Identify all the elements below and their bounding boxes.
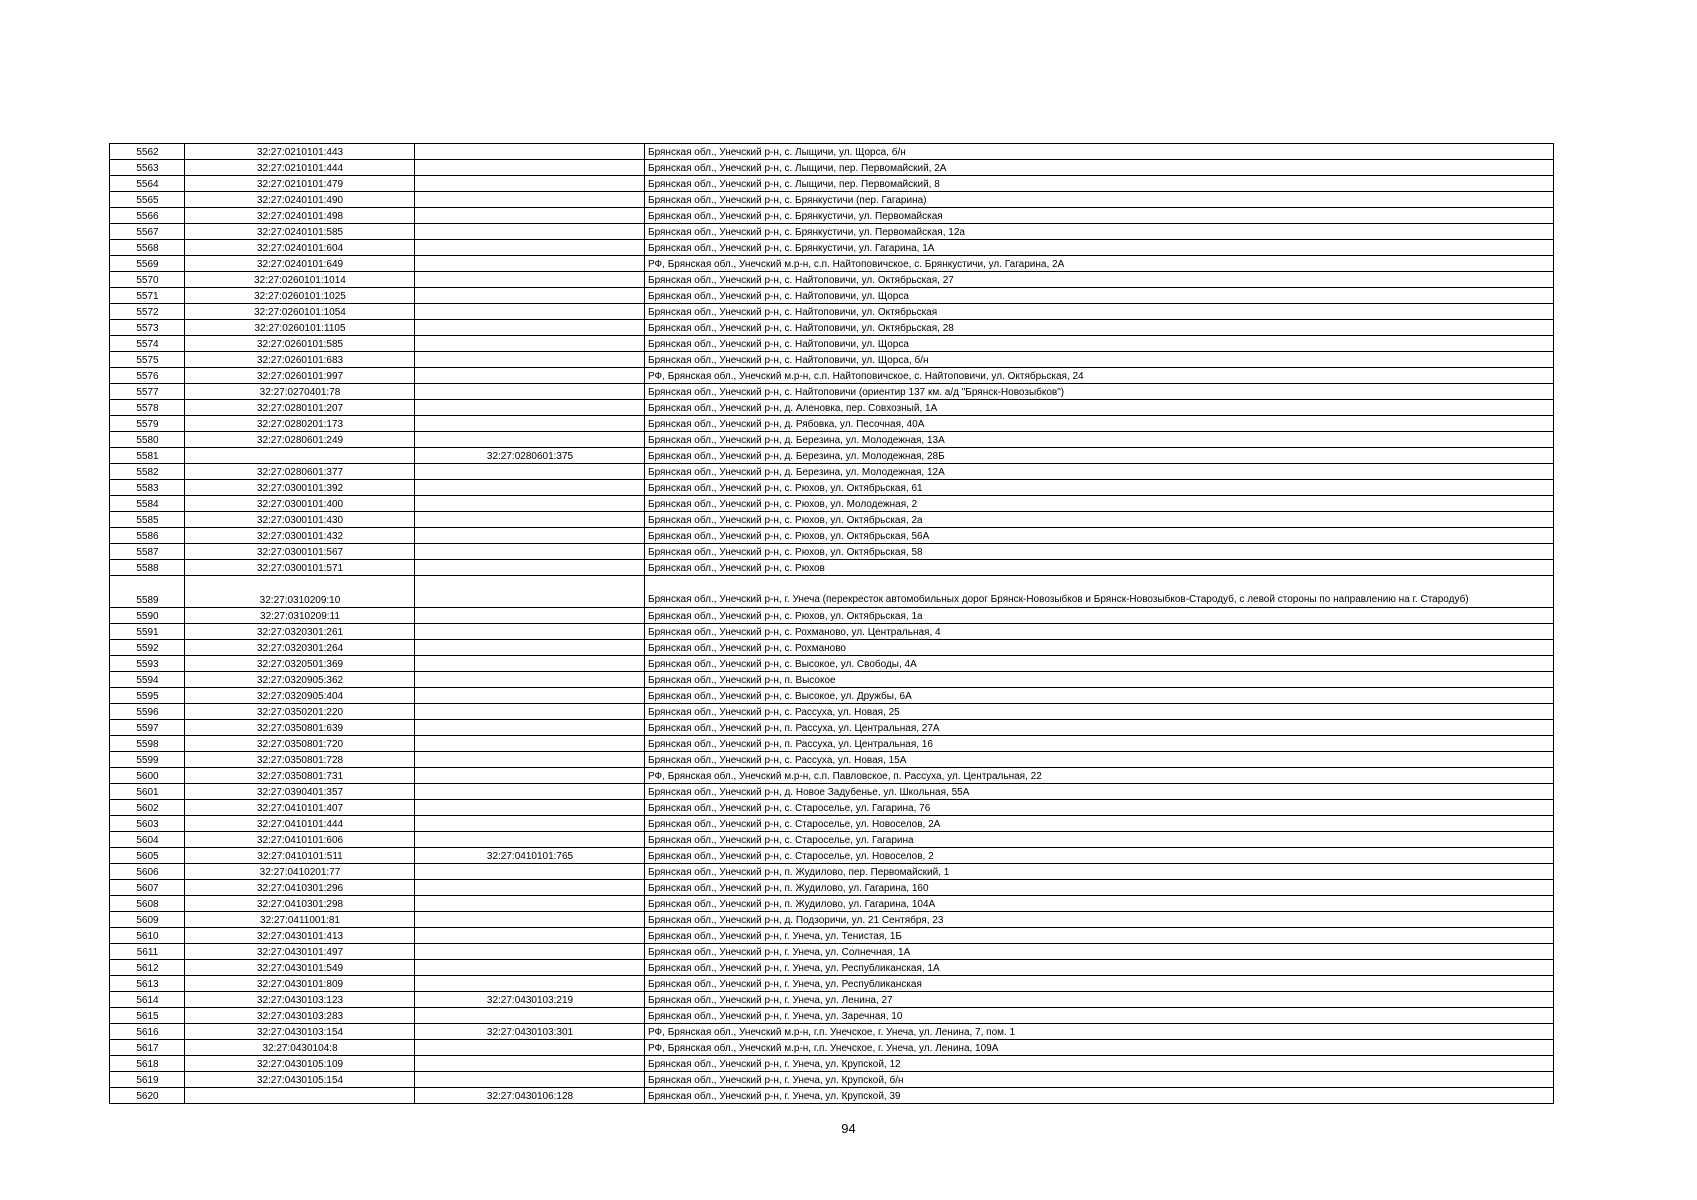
address-cell: РФ, Брянская обл., Унечский м.р-н, г.п. Унечское, г. Унеча, ул. Ленина, 109А [645, 1040, 1554, 1056]
record-number-cell: 5580 [110, 432, 185, 448]
secondary-cadastral-number-cell [415, 800, 645, 816]
secondary-cadastral-number-cell [415, 272, 645, 288]
table-row [110, 848, 1554, 864]
address-cell: Брянская обл., Унечский р-н, с. Найтоповичи (ориентир 137 км. а/д "Брянск-Новозыбков") [645, 384, 1554, 400]
cadastral-number-cell: 32:27:0240101:649 [185, 256, 415, 272]
cadastral-number-cell: 32:27:0320905:362 [185, 672, 415, 688]
address-cell: Брянская обл., Унечский р-н, с. Лыщичи, пер. Первомайский, 2А [645, 160, 1554, 176]
table-row [110, 608, 1554, 624]
address-cell: Брянская обл., Унечский р-н, г. Унеча, ул. Ленина, 27 [645, 992, 1554, 1008]
record-number-cell: 5612 [110, 960, 185, 976]
cadastral-number-cell: 32:27:0350801:639 [185, 720, 415, 736]
address-cell: Брянская обл., Унечский р-н, г. Унеча, ул. Заречная, 10 [645, 1008, 1554, 1024]
secondary-cadastral-number-cell [415, 1040, 645, 1056]
address-cell: Брянская обл., Унечский р-н, с. Рюхов, ул. Октябрьская, 1а [645, 608, 1554, 624]
record-number-cell: 5592 [110, 640, 185, 656]
secondary-cadastral-number-cell: 32:27:0410101:765 [415, 848, 645, 864]
record-number-cell: 5583 [110, 480, 185, 496]
cadastral-number-cell: 32:27:0260101:585 [185, 336, 415, 352]
record-number-cell: 5569 [110, 256, 185, 272]
cadastral-number-cell: 32:27:0280601:249 [185, 432, 415, 448]
record-number-cell: 5619 [110, 1072, 185, 1088]
cadastral-number-cell: 32:27:0210101:479 [185, 176, 415, 192]
address-cell: Брянская обл., Унечский р-н, с. Староселье, ул. Гагарина [645, 832, 1554, 848]
record-number-cell: 5572 [110, 304, 185, 320]
table-row [110, 544, 1554, 560]
address-cell: Брянская обл., Унечский р-н, г. Унеча, ул. Солнечная, 1А [645, 944, 1554, 960]
record-number-cell: 5589 [110, 576, 185, 608]
address-cell: Брянская обл., Унечский р-н, с. Староселье, ул. Новоселов, 2 [645, 848, 1554, 864]
address-cell: Брянская обл., Унечский р-н, с. Высокое, ул. Свободы, 4А [645, 656, 1554, 672]
record-number-cell: 5608 [110, 896, 185, 912]
record-number-cell: 5581 [110, 448, 185, 464]
cadastral-number-cell: 32:27:0320905:404 [185, 688, 415, 704]
address-cell: Брянская обл., Унечский р-н, с. Найтоповичи, ул. Щорса [645, 336, 1554, 352]
table-row [110, 720, 1554, 736]
table-row [110, 528, 1554, 544]
address-cell: Брянская обл., Унечский р-н, д. Березина, ул. Молодежная, 13А [645, 432, 1554, 448]
record-number-cell: 5571 [110, 288, 185, 304]
secondary-cadastral-number-cell [415, 1072, 645, 1088]
cadastral-number-cell: 32:27:0260101:1014 [185, 272, 415, 288]
address-cell: Брянская обл., Унечский р-н, д. Новое Задубенье, ул. Школьная, 55А [645, 784, 1554, 800]
record-number-cell: 5616 [110, 1024, 185, 1040]
record-number-cell: 5611 [110, 944, 185, 960]
table-row [110, 704, 1554, 720]
cadastral-number-cell: 32:27:0210101:444 [185, 160, 415, 176]
cadastral-number-cell: 32:27:0410201:77 [185, 864, 415, 880]
cadastral-number-cell: 32:27:0410101:407 [185, 800, 415, 816]
secondary-cadastral-number-cell [415, 496, 645, 512]
address-cell: Брянская обл., Унечский р-н, п. Жудилово, ул. Гагарина, 160 [645, 880, 1554, 896]
secondary-cadastral-number-cell [415, 768, 645, 784]
cadastral-number-cell: 32:27:0320301:264 [185, 640, 415, 656]
table-row [110, 192, 1554, 208]
secondary-cadastral-number-cell [415, 672, 645, 688]
record-number-cell: 5610 [110, 928, 185, 944]
cadastral-number-cell: 32:27:0300101:400 [185, 496, 415, 512]
record-number-cell: 5598 [110, 736, 185, 752]
record-number-cell: 5582 [110, 464, 185, 480]
cadastral-number-cell: 32:27:0430105:109 [185, 1056, 415, 1072]
address-cell: Брянская обл., Унечский р-н, с. Лыщичи, ул. Щорса, б/н [645, 144, 1554, 160]
secondary-cadastral-number-cell [415, 368, 645, 384]
table-row [110, 736, 1554, 752]
address-cell: Брянская обл., Унечский р-н, д. Аленовка, пер. Совхозный, 1А [645, 400, 1554, 416]
address-cell: Брянская обл., Унечский р-н, с. Рассуха, ул. Новая, 15А [645, 752, 1554, 768]
secondary-cadastral-number-cell [415, 224, 645, 240]
secondary-cadastral-number-cell [415, 352, 645, 368]
table-row [110, 768, 1554, 784]
address-cell: Брянская обл., Унечский р-н, п. Жудилово, ул. Гагарина, 104А [645, 896, 1554, 912]
table-row [110, 928, 1554, 944]
table-row [110, 400, 1554, 416]
record-number-cell: 5599 [110, 752, 185, 768]
cadastral-number-cell: 32:27:0310209:11 [185, 608, 415, 624]
cadastral-number-cell: 32:27:0410301:298 [185, 896, 415, 912]
cadastral-number-cell: 32:27:0310209:10 [185, 576, 415, 608]
secondary-cadastral-number-cell [415, 560, 645, 576]
record-number-cell: 5564 [110, 176, 185, 192]
secondary-cadastral-number-cell [415, 208, 645, 224]
table-row [110, 480, 1554, 496]
secondary-cadastral-number-cell [415, 704, 645, 720]
record-number-cell: 5586 [110, 528, 185, 544]
page-number: 94 [841, 1121, 856, 1136]
record-number-cell: 5620 [110, 1088, 185, 1104]
address-cell: Брянская обл., Унечский р-н, с. Рассуха, ул. Новая, 25 [645, 704, 1554, 720]
table-row [110, 288, 1554, 304]
secondary-cadastral-number-cell [415, 656, 645, 672]
table-row [110, 368, 1554, 384]
secondary-cadastral-number-cell [415, 576, 645, 608]
table-row [110, 800, 1554, 816]
table-row [110, 304, 1554, 320]
table-row [110, 640, 1554, 656]
address-cell: РФ, Брянская обл., Унечский м.р-н, с.п. Найтоповичское, с. Брянкустичи, ул. Гагарина, 2А [645, 256, 1554, 272]
secondary-cadastral-number-cell [415, 480, 645, 496]
address-cell: Брянская обл., Унечский р-н, с. Рюхов, ул. Октябрьская, 56А [645, 528, 1554, 544]
cadastral-number-cell: 32:27:0430103:283 [185, 1008, 415, 1024]
record-number-cell: 5593 [110, 656, 185, 672]
address-cell: Брянская обл., Унечский р-н, д. Рябовка, ул. Песочная, 40А [645, 416, 1554, 432]
record-number-cell: 5614 [110, 992, 185, 1008]
cadastral-number-cell: 32:27:0350801:731 [185, 768, 415, 784]
address-cell: Брянская обл., Унечский р-н, г. Унеча, ул. Крупской, 12 [645, 1056, 1554, 1072]
table-row [110, 976, 1554, 992]
address-cell: Брянская обл., Унечский р-н, д. Березина, ул. Молодежная, 28Б [645, 448, 1554, 464]
cadastral-number-cell: 32:27:0300101:430 [185, 512, 415, 528]
secondary-cadastral-number-cell [415, 608, 645, 624]
address-cell: Брянская обл., Унечский р-н, с. Рюхов, ул. Молодежная, 2 [645, 496, 1554, 512]
table-row [110, 512, 1554, 528]
secondary-cadastral-number-cell [415, 400, 645, 416]
record-number-cell: 5584 [110, 496, 185, 512]
record-number-cell: 5596 [110, 704, 185, 720]
address-cell: Брянская обл., Унечский р-н, с. Найтоповичи, ул. Октябрьская, 28 [645, 320, 1554, 336]
record-number-cell: 5594 [110, 672, 185, 688]
cadastral-number-cell: 32:27:0240101:604 [185, 240, 415, 256]
record-number-cell: 5604 [110, 832, 185, 848]
record-number-cell: 5588 [110, 560, 185, 576]
cadastral-number-cell: 32:27:0240101:585 [185, 224, 415, 240]
secondary-cadastral-number-cell [415, 512, 645, 528]
table-row [110, 352, 1554, 368]
table-row [110, 144, 1554, 160]
cadastral-number-cell: 32:27:0300101:392 [185, 480, 415, 496]
secondary-cadastral-number-cell [415, 960, 645, 976]
cadastral-number-cell: 32:27:0280201:173 [185, 416, 415, 432]
secondary-cadastral-number-cell [415, 864, 645, 880]
secondary-cadastral-number-cell [415, 240, 645, 256]
secondary-cadastral-number-cell [415, 160, 645, 176]
table-row [110, 160, 1554, 176]
table-row [110, 912, 1554, 928]
record-number-cell: 5600 [110, 768, 185, 784]
address-cell: Брянская обл., Унечский р-н, п. Рассуха, ул. Центральная, 27А [645, 720, 1554, 736]
cadastral-number-cell: 32:27:0430104:8 [185, 1040, 415, 1056]
cadastral-number-cell: 32:27:0210101:443 [185, 144, 415, 160]
address-cell: РФ, Брянская обл., Унечский м.р-н, г.п. Унечское, г. Унеча, ул. Ленина, 7, пом. 1 [645, 1024, 1554, 1040]
address-cell: Брянская обл., Унечский р-н, с. Рюхов, ул. Октябрьская, 58 [645, 544, 1554, 560]
cadastral-number-cell: 32:27:0300101:571 [185, 560, 415, 576]
record-number-cell: 5615 [110, 1008, 185, 1024]
record-number-cell: 5597 [110, 720, 185, 736]
record-number-cell: 5570 [110, 272, 185, 288]
secondary-cadastral-number-cell [415, 896, 645, 912]
cadastral-number-cell: 32:27:0430103:123 [185, 992, 415, 1008]
address-cell: Брянская обл., Унечский р-н, с. Брянкустичи (пер. Гагарина) [645, 192, 1554, 208]
address-cell: Брянская обл., Унечский р-н, с. Брянкустичи, ул. Первомайская [645, 208, 1554, 224]
address-cell: Брянская обл., Унечский р-н, с. Брянкустичи, ул. Первомайская, 12а [645, 224, 1554, 240]
secondary-cadastral-number-cell [415, 880, 645, 896]
address-cell: Брянская обл., Унечский р-н, г. Унеча, ул. Республиканская, 1А [645, 960, 1554, 976]
secondary-cadastral-number-cell [415, 976, 645, 992]
table-row [110, 1008, 1554, 1024]
record-number-cell: 5567 [110, 224, 185, 240]
secondary-cadastral-number-cell [415, 528, 645, 544]
secondary-cadastral-number-cell [415, 320, 645, 336]
table-row [110, 1056, 1554, 1072]
cadastral-number-cell: 32:27:0350201:220 [185, 704, 415, 720]
table-row [110, 416, 1554, 432]
cadastral-number-cell: 32:27:0260101:1054 [185, 304, 415, 320]
record-number-cell: 5603 [110, 816, 185, 832]
table-row [110, 784, 1554, 800]
record-number-cell: 5590 [110, 608, 185, 624]
secondary-cadastral-number-cell [415, 464, 645, 480]
address-cell: Брянская обл., Унечский р-н, с. Найтоповичи, ул. Октябрьская [645, 304, 1554, 320]
address-cell: Брянская обл., Унечский р-н, д. Березина, ул. Молодежная, 12А [645, 464, 1554, 480]
address-cell: Брянская обл., Унечский р-н, г. Унеча (перекресток автомобильных дорог Брянск-Новозыбков и Брянск-Новозыбков-Стародуб, с левой стороны по направлению на г. Стародуб) [645, 576, 1554, 608]
secondary-cadastral-number-cell [415, 192, 645, 208]
table-row [110, 432, 1554, 448]
address-cell: Брянская обл., Унечский р-н, г. Унеча, ул. Тенистая, 1Б [645, 928, 1554, 944]
record-number-cell: 5562 [110, 144, 185, 160]
cadastral-number-cell: 32:27:0240101:490 [185, 192, 415, 208]
table-row [110, 864, 1554, 880]
secondary-cadastral-number-cell [415, 416, 645, 432]
secondary-cadastral-number-cell [415, 288, 645, 304]
cadastral-number-cell: 32:27:0260101:1105 [185, 320, 415, 336]
table-row [110, 1088, 1554, 1104]
secondary-cadastral-number-cell [415, 256, 645, 272]
secondary-cadastral-number-cell [415, 1056, 645, 1072]
secondary-cadastral-number-cell [415, 176, 645, 192]
secondary-cadastral-number-cell [415, 544, 645, 560]
record-number-cell: 5578 [110, 400, 185, 416]
secondary-cadastral-number-cell [415, 1008, 645, 1024]
address-cell: Брянская обл., Унечский р-н, с. Староселье, ул. Новоселов, 2А [645, 816, 1554, 832]
record-number-cell: 5617 [110, 1040, 185, 1056]
table-body [110, 144, 1554, 1104]
address-cell: Брянская обл., Унечский р-н, г. Унеча, ул. Крупской, б/н [645, 1072, 1554, 1088]
secondary-cadastral-number-cell: 32:27:0430103:219 [415, 992, 645, 1008]
address-cell: Брянская обл., Унечский р-н, п. Высокое [645, 672, 1554, 688]
secondary-cadastral-number-cell [415, 640, 645, 656]
cadastral-number-cell: 32:27:0300101:432 [185, 528, 415, 544]
cadastral-number-cell: 32:27:0320301:261 [185, 624, 415, 640]
address-cell: Брянская обл., Унечский р-н, с. Высокое, ул. Дружбы, 6А [645, 688, 1554, 704]
record-number-cell: 5577 [110, 384, 185, 400]
table-row [110, 176, 1554, 192]
secondary-cadastral-number-cell [415, 832, 645, 848]
cadastral-number-cell: 32:27:0350801:720 [185, 736, 415, 752]
table-row [110, 576, 1554, 608]
address-cell: Брянская обл., Унечский р-н, п. Жудилово, пер. Первомайский, 1 [645, 864, 1554, 880]
address-cell: Брянская обл., Унечский р-н, с. Рохманово, ул. Центральная, 4 [645, 624, 1554, 640]
record-number-cell: 5568 [110, 240, 185, 256]
address-cell: Брянская обл., Унечский р-н, с. Найтоповичи, ул. Октябрьская, 27 [645, 272, 1554, 288]
table-row [110, 464, 1554, 480]
secondary-cadastral-number-cell [415, 144, 645, 160]
cadastral-number-cell: 32:27:0280101:207 [185, 400, 415, 416]
secondary-cadastral-number-cell [415, 720, 645, 736]
record-number-cell: 5587 [110, 544, 185, 560]
table-row [110, 896, 1554, 912]
address-cell: Брянская обл., Унечский р-н, с. Рюхов [645, 560, 1554, 576]
cadastral-number-cell: 32:27:0300101:567 [185, 544, 415, 560]
table-row [110, 624, 1554, 640]
secondary-cadastral-number-cell [415, 688, 645, 704]
table-row [110, 880, 1554, 896]
secondary-cadastral-number-cell [415, 752, 645, 768]
table-row [110, 224, 1554, 240]
cadastral-number-cell: 32:27:0260101:683 [185, 352, 415, 368]
cadastral-number-cell [185, 448, 415, 464]
table-row [110, 656, 1554, 672]
record-number-cell: 5607 [110, 880, 185, 896]
secondary-cadastral-number-cell [415, 304, 645, 320]
address-cell: Брянская обл., Унечский р-н, с. Найтоповичи, ул. Щорса, б/н [645, 352, 1554, 368]
secondary-cadastral-number-cell [415, 336, 645, 352]
table-row [110, 336, 1554, 352]
secondary-cadastral-number-cell: 32:27:0430106:128 [415, 1088, 645, 1104]
cadastral-table [109, 143, 1554, 1104]
cadastral-number-cell: 32:27:0411001:81 [185, 912, 415, 928]
table-row [110, 320, 1554, 336]
record-number-cell: 5605 [110, 848, 185, 864]
address-cell: Брянская обл., Унечский р-н, п. Рассуха, ул. Центральная, 16 [645, 736, 1554, 752]
record-number-cell: 5606 [110, 864, 185, 880]
record-number-cell: 5573 [110, 320, 185, 336]
address-cell: Брянская обл., Унечский р-н, г. Унеча, ул. Республиканская [645, 976, 1554, 992]
secondary-cadastral-number-cell: 32:27:0430103:301 [415, 1024, 645, 1040]
address-cell: Брянская обл., Унечский р-н, г. Унеча, ул. Крупской, 39 [645, 1088, 1554, 1104]
table-row [110, 384, 1554, 400]
table-row [110, 688, 1554, 704]
record-number-cell: 5574 [110, 336, 185, 352]
cadastral-number-cell: 32:27:0350801:728 [185, 752, 415, 768]
record-number-cell: 5618 [110, 1056, 185, 1072]
table-row [110, 1040, 1554, 1056]
record-number-cell: 5576 [110, 368, 185, 384]
secondary-cadastral-number-cell [415, 432, 645, 448]
cadastral-number-cell [185, 1088, 415, 1104]
record-number-cell: 5585 [110, 512, 185, 528]
record-number-cell: 5591 [110, 624, 185, 640]
secondary-cadastral-number-cell [415, 912, 645, 928]
table-row [110, 672, 1554, 688]
secondary-cadastral-number-cell [415, 736, 645, 752]
table-row [110, 496, 1554, 512]
table-row [110, 256, 1554, 272]
cadastral-number-cell: 32:27:0410301:296 [185, 880, 415, 896]
table-row [110, 816, 1554, 832]
secondary-cadastral-number-cell [415, 816, 645, 832]
table-row [110, 1024, 1554, 1040]
address-cell: РФ, Брянская обл., Унечский м.р-н, с.п. Найтоповичское, с. Найтоповичи, ул. Октябрьская, 24 [645, 368, 1554, 384]
cadastral-number-cell: 32:27:0260101:997 [185, 368, 415, 384]
cadastral-number-cell: 32:27:0430105:154 [185, 1072, 415, 1088]
table-row [110, 752, 1554, 768]
cadastral-number-cell: 32:27:0280601:377 [185, 464, 415, 480]
record-number-cell: 5613 [110, 976, 185, 992]
table-row [110, 944, 1554, 960]
table-row [110, 960, 1554, 976]
record-number-cell: 5601 [110, 784, 185, 800]
table-row [110, 208, 1554, 224]
cadastral-number-cell: 32:27:0390401:357 [185, 784, 415, 800]
address-cell: Брянская обл., Унечский р-н, с. Найтоповичи, ул. Щорса [645, 288, 1554, 304]
table-row [110, 448, 1554, 464]
table-row [110, 832, 1554, 848]
cadastral-number-cell: 32:27:0430101:413 [185, 928, 415, 944]
cadastral-number-cell: 32:27:0430101:497 [185, 944, 415, 960]
table-row [110, 560, 1554, 576]
secondary-cadastral-number-cell [415, 784, 645, 800]
address-cell: Брянская обл., Унечский р-н, с. Рюхов, ул. Октябрьская, 61 [645, 480, 1554, 496]
cadastral-number-cell: 32:27:0320501:369 [185, 656, 415, 672]
record-number-cell: 5609 [110, 912, 185, 928]
record-number-cell: 5579 [110, 416, 185, 432]
address-cell: Брянская обл., Унечский р-н, с. Рюхов, ул. Октябрьская, 2а [645, 512, 1554, 528]
record-number-cell: 5566 [110, 208, 185, 224]
cadastral-number-cell: 32:27:0410101:444 [185, 816, 415, 832]
secondary-cadastral-number-cell [415, 944, 645, 960]
cadastral-number-cell: 32:27:0240101:498 [185, 208, 415, 224]
cadastral-number-cell: 32:27:0430101:809 [185, 976, 415, 992]
cadastral-number-cell: 32:27:0410101:606 [185, 832, 415, 848]
record-number-cell: 5595 [110, 688, 185, 704]
table-row [110, 992, 1554, 1008]
record-number-cell: 5565 [110, 192, 185, 208]
cadastral-number-cell: 32:27:0270401:78 [185, 384, 415, 400]
cadastral-number-cell: 32:27:0430101:549 [185, 960, 415, 976]
secondary-cadastral-number-cell: 32:27:0280601:375 [415, 448, 645, 464]
table-row [110, 240, 1554, 256]
secondary-cadastral-number-cell [415, 624, 645, 640]
address-cell: Брянская обл., Унечский р-н, с. Брянкустичи, ул. Гагарина, 1А [645, 240, 1554, 256]
secondary-cadastral-number-cell [415, 928, 645, 944]
table-row [110, 1072, 1554, 1088]
address-cell: Брянская обл., Унечский р-н, с. Лыщичи, пер. Первомайский, 8 [645, 176, 1554, 192]
record-number-cell: 5602 [110, 800, 185, 816]
address-cell: Брянская обл., Унечский р-н, с. Рохманово [645, 640, 1554, 656]
cadastral-number-cell: 32:27:0410101:511 [185, 848, 415, 864]
address-cell: Брянская обл., Унечский р-н, д. Подзоричи, ул. 21 Сентября, 23 [645, 912, 1554, 928]
address-cell: РФ, Брянская обл., Унечский м.р-н, с.п. Павловское, п. Рассуха, ул. Центральная, 22 [645, 768, 1554, 784]
record-number-cell: 5575 [110, 352, 185, 368]
table-row [110, 272, 1554, 288]
record-number-cell: 5563 [110, 160, 185, 176]
cadastral-number-cell: 32:27:0430103:154 [185, 1024, 415, 1040]
cadastral-number-cell: 32:27:0260101:1025 [185, 288, 415, 304]
address-cell: Брянская обл., Унечский р-н, с. Староселье, ул. Гагарина, 76 [645, 800, 1554, 816]
secondary-cadastral-number-cell [415, 384, 645, 400]
